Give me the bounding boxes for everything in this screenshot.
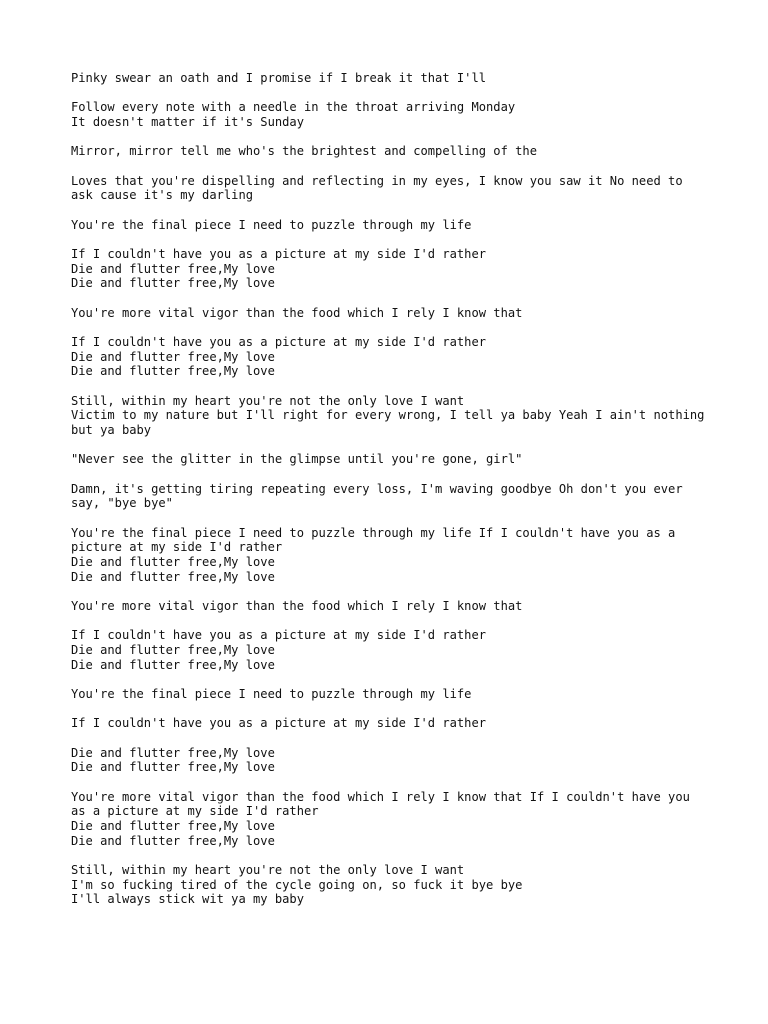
lyric-line: Die and flutter free,My love <box>71 657 275 672</box>
lyric-line: Die and flutter free,My love <box>71 819 275 833</box>
stanza-18 <box>71 790 711 849</box>
lyric-line: You're the final piece I need to puzzle through my life <box>71 687 472 701</box>
lyric-line: Loves that you're dispelling and reflecting in my eyes, I know you saw it No need to ask cause it's my darling <box>71 173 690 203</box>
stanza-7 <box>71 306 711 321</box>
stanza-6 <box>71 247 711 291</box>
lyric-line: Die and flutter free,My love <box>71 555 275 569</box>
lyric-line: If I couldn't have you as a picture at my side I'd rather <box>71 334 487 349</box>
lyric-line: Die and flutter free,My love <box>71 364 275 379</box>
lyric-line: Still, within my heart you're not the only love I want <box>71 393 465 408</box>
stanza-3 <box>71 144 711 159</box>
lyric-line: I'll always stick wit ya my baby <box>71 892 304 907</box>
stanza-17 <box>71 746 711 775</box>
stanza-5 <box>71 218 711 233</box>
lyric-line: Die and flutter free,My love <box>71 261 275 276</box>
lyric-line: If I couldn't have you as a picture at my side I'd rather <box>71 246 487 261</box>
stanza-12 <box>71 526 711 585</box>
lyric-line: It doesn't matter if it's Sunday <box>71 115 304 129</box>
stanza-8 <box>71 335 711 379</box>
lyric-line: You're the final piece I need to puzzle through my life <box>71 217 472 232</box>
lyric-line: Die and flutter free,My love <box>71 276 275 291</box>
lyric-line: I'm so fucking tired of the cycle going on, so fuck it bye bye <box>71 877 523 892</box>
lyric-line: Mirror, mirror tell me who's the brightest and compelling of the <box>71 144 537 159</box>
lyric-line: Follow every note with a needle in the throat arriving Monday <box>71 100 516 115</box>
lyric-line: You're more vital vigor than the food which I rely I know that If I couldn't have you as a picture at my side I'd rather <box>71 789 698 819</box>
stanza-1 <box>71 71 711 86</box>
stanza-13 <box>71 599 711 614</box>
lyrics-document <box>71 71 711 922</box>
lyric-line: Die and flutter free,My love <box>71 349 275 364</box>
lyric-line: Victim to my nature but I'll right for every wrong, I tell ya baby Yeah I ain't nothing but ya baby <box>71 408 712 437</box>
stanza-11 <box>71 482 711 511</box>
lyric-line: Still, within my heart you're not the only love I want <box>71 863 465 877</box>
lyric-line: "Never see the glitter in the glimpse until you're gone, girl" <box>71 452 523 467</box>
stanza-9 <box>71 394 711 438</box>
stanza-15 <box>71 687 711 702</box>
lyric-line: You're the final piece I need to puzzle through my life If I couldn't have you as a picture at my side I'd rather <box>71 525 683 555</box>
lyric-line: Die and flutter free,My love <box>71 833 275 848</box>
lyric-line: You're more vital vigor than the food which I rely I know that <box>71 599 523 613</box>
lyric-line: Die and flutter free,My love <box>71 643 275 657</box>
lyric-line: You're more vital vigor than the food which I rely I know that <box>71 305 523 320</box>
stanza-19 <box>71 863 711 907</box>
stanza-16 <box>71 716 711 731</box>
stanza-4 <box>71 174 711 203</box>
lyric-line: Die and flutter free,My love <box>71 760 275 775</box>
stanza-14 <box>71 628 711 672</box>
lyric-line: Damn, it's getting tiring repeating every loss, I'm waving goodbye Oh don't you ever say, "bye bye" <box>71 481 690 511</box>
lyric-line: Pinky swear an oath and I promise if I break it that I'll <box>71 71 487 85</box>
lyric-line: Die and flutter free,My love <box>71 745 275 760</box>
lyric-line: Die and flutter free,My love <box>71 569 275 584</box>
lyric-line: If I couldn't have you as a picture at my side I'd rather <box>71 716 487 731</box>
stanza-2 <box>71 100 711 129</box>
stanza-10 <box>71 452 711 467</box>
lyric-line: If I couldn't have you as a picture at my side I'd rather <box>71 628 487 643</box>
